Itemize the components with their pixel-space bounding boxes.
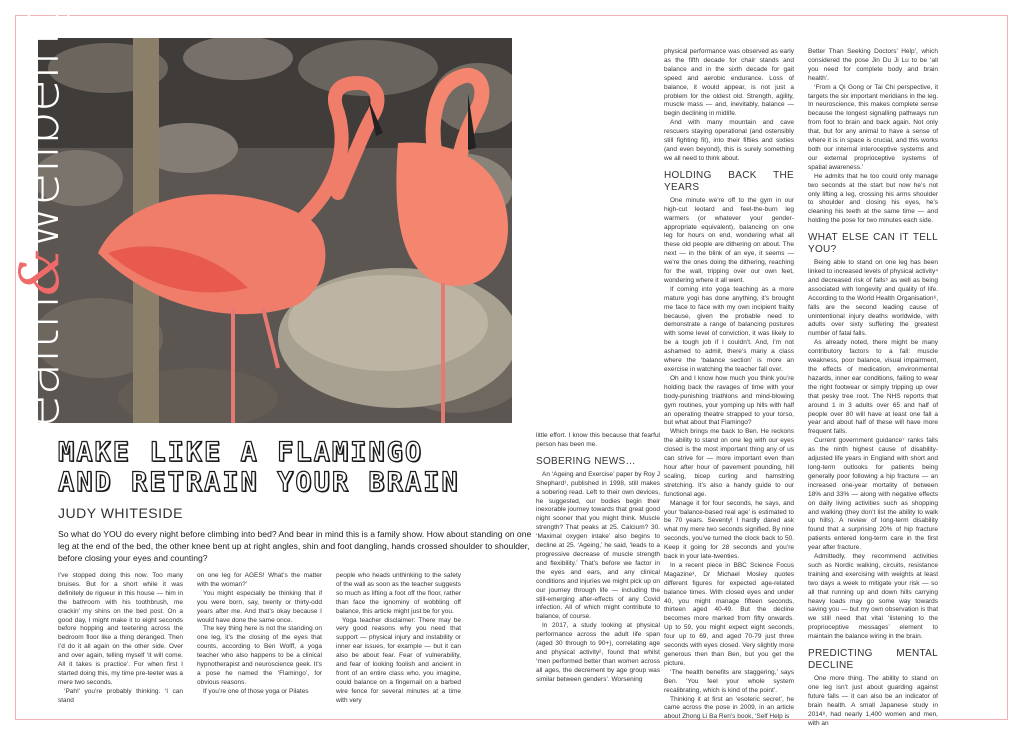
- paragraph: Oh and I know how much you think you’re holding back the ravages of time with your body-punishing triathlons and mind-blowing gym routines, your yomping up hills with half an operating theatre strapped to your torso, but what about that Flamingo?: [664, 374, 794, 427]
- paragraph: You might especially be thinking that if you were born, say, twenty or thirty-odd years after me. And that’s okay because I would have done the same once.: [197, 589, 322, 624]
- text-column-3: [336, 572, 461, 706]
- flamingo-illustration: [38, 38, 512, 423]
- text-column-2: [197, 572, 322, 697]
- paragraph: And with many mountain and cave rescuers staying operational (and ostensibly still fighting fit), into their fifties and sixties (and even beyond), this is surely something we all need to think about.: [664, 119, 794, 162]
- headline: [58, 438, 528, 498]
- section-word-wellbeing: wellbeing: [8, 0, 71, 249]
- section-ampersand: &: [8, 248, 71, 296]
- paragraph: In a recent piece in BBC Science Focus Magazine³, Dr Michael Mosley quotes different figures for expected age-related balance times. With closed eyes and under 40, you might manage fifteen seconds, thirteen aged 40-49. But the decline becomes more marked from fifty onwards. Up to 59, you might expect eight seconds, four up to 69, and aged 70-79 just three seconds with eyes closed. Very slightly more generous then than Ben, but you get the picture.: [664, 561, 794, 667]
- headline-line-2: AND RETRAIN YOUR BRAIN: [58, 467, 460, 498]
- section-word-health: health: [8, 295, 71, 461]
- text-column-5: [664, 48, 794, 722]
- paragraph: Thinking it at first an ‘esoteric secret’, he came across the pose in 2009, in an article about Zhong Li Ba Ren’s book, ‘Self Help is: [664, 695, 794, 721]
- paragraph: people who heads unthinking to the safety of the wall as soon as the teacher suggests so much as lifting a foot off the floor, rather than face the ignominy of wobbling off balance, this article might just be for you.: [336, 572, 461, 615]
- paragraph: He admits that he too could only manage two seconds at the start but now he’s not only lifting a leg, crossing his arms shoulder to shoulder and closing his eyes, he’s cleaning his teeth at the same time — and holding the pose for two minutes each side.: [808, 172, 938, 225]
- section-title: [8, 0, 72, 461]
- paragraph: As already noted, there might be many contributory factors to a fall: muscle weakness, poor balance, visual impairment, the effects of medication, environmental hazards, inner ear conditions, failing to wear the right footwear or simply tripping up over that pesky tree root. The NHS reports that around 1 in 3 adults over 65 and half of people over 80 will have at least one fall a year and about half of these will have more frequent falls.: [808, 339, 938, 436]
- standfirst: So what do YOU do every night before climbing into bed? And bear in mind this is a family show. How about standing on one leg at the end of the bed, the other knee bent up at right angles, shin and foot dangling, hands crossed shoulder to shoulder, before closing your eyes and counting?: [58, 529, 532, 563]
- paragraph: Being able to stand on one leg has been linked to increased levels of physical activity⁴ and decreased risk of falls⁵ as well as being associated with longevity and quality of life. According to the World Health Organisation⁶, falls are the second leading cause of unintentional injury deaths worldwide, with adults over sixty suffering the greatest number of fatal falls.: [808, 259, 938, 338]
- subheading-what-else: WHAT ELSE CAN IT TELL YOU?: [808, 232, 938, 256]
- paragraph: Better Than Seeking Doctors’ Help’, which considered the pose Jin Du Ji Lu to be ‘all you need for complete body and brain health’.: [808, 48, 938, 82]
- paragraph: Admittedly, they recommend activities such as Nordic walking, circuits, resistance training and exercising with weights at least two days a week to mitigate your risk — so all that running up and down hills carrying heavy loads may go some way towards saving you — but my own observation is that we still need that vital ‘listening to the proprioceptive messages’ element to maintain the balance wiring in the brain.: [808, 553, 938, 641]
- text-column-4: [536, 432, 660, 685]
- subheading-sobering-news: SOBERING NEWS…: [536, 455, 636, 467]
- subheading-predicting-mental-decline: PREDICTING MENTAL DECLINE: [808, 648, 938, 672]
- paragraph: little effort. I know this because that fearful person has been me.: [536, 432, 660, 448]
- paragraph: Which brings me back to Ben. He reckons the ability to stand on one leg with our eyes closed is the most important thing any of us can strive for — more important even than hour after hour of pavement pounding, hill scaling, bicep curling and hamstring stretching. It’s also a handy guide to our functional age.: [664, 428, 794, 498]
- paragraph: on one leg for AGES! What’s the matter with the woman?’: [197, 572, 322, 588]
- subheading-holding-back-the-years: HOLDING BACK THE YEARS: [664, 169, 794, 193]
- author-byline: JUDY WHITESIDE: [58, 505, 183, 521]
- paragraph: Manage it for four seconds, he says, and your ‘balance-based real age’ is estimated to be 70 years. Seventy! I hardly dared ask what my mere two seconds signified. By nine seconds, you’ve turned the clock back to 50. Keep it going for 28 seconds and you’re back in your late-twenties.: [664, 499, 794, 561]
- paragraph: An ‘Ageing and Exercise’ paper by Roy J Shephard¹, published in 1998, still makes a sobering read. Left to their own devices, he suggested, our bodies begin their inexorable journey towards that great good night sooner that you might think. Muscle strength? That peaks at 25. Calcium? 30. ‘Maximal oxygen intake’ also begins to decline at 25. ‘Ageing,’ he said, ‘leads to a progressive decrease of muscle strength and flexibility.’ That’s before we factor in the eyes and ears, and any clinical conditions and injuries we might pick up on our journey through life — including the still-emerging after-effects of any Covid infection. All of which might contribute to balance, of course.: [536, 470, 660, 621]
- paragraph: One more thing. The ability to stand on one leg isn’t just about guarding against future falls — it can also be an indicator of brain health. A small Japanese study in 2014⁸, had nearly 1,400 women and men, with an: [808, 675, 938, 727]
- paragraph: physical performance was observed as early as the fifth decade for chair stands and balance and in the sixth decade for gait speed and aerobic endurance. Loss of balance, it would appear, is not just a problem for the oldest old. Strength, agility, muscle mass — and, inevitably, balance — begin declining in midlife.: [664, 48, 794, 118]
- paragraph: ‘Pah!’ you’re probably thinking. ‘I can stand: [58, 687, 183, 704]
- paragraph: I’ve stopped doing this now. Too many bruises. But for a short while it was definitely de rigueur in this house — him in the bathroom with his toothbrush, me crackin’ my shins on the bed post. On a good day, I might make it to eight seconds before hopping and teetering across the bedroom floor like a thing deranged. Then I’d do it all again on the other side. Over and over again, telling myself ‘it will come. All it takes is practice’. For when first I started doing this, my time pre-teeter was a mere two seconds.: [58, 572, 183, 686]
- paragraph: One minute we’re off to the gym in our high-cut leotard and feel-the-burn leg warmers (or whatever your gender-appropriate equivalent), balancing on one leg for hours on end, wondering what all these old people are dithering on about. The next — in the blink of an eye, it seems — we’re the ones doing the dithering, reaching for the wall, tripping over our own feet, wondering where it all went.: [664, 196, 794, 284]
- text-column-1: [58, 572, 183, 706]
- paragraph: In 2017, a study looking at physical performance across the adult life span (aged 30 through to 90+), correlating age and physical activity², found that whilst ‘men performed better than women across all ages, the decrement by age group was similar between genders’. Worsening: [536, 622, 660, 683]
- paragraph: Yoga teacher disclaimer: There may be very good reasons why you need that support — physical injury and instability or inner ear issues, for example — but it can also be about fear. Fear of vulnerability, and fear of looking foolish and ancient in front of an entire class who, you imagine, could balance on a fingernail on a barbed wire fence for several minutes at a time with very: [336, 616, 461, 704]
- paragraph: ‘The health benefits are staggering,’ says Ben. ‘You feel your whole system recalibrating, which is kind of the point’.: [664, 668, 794, 694]
- paragraph: ‘From a Qi Gong or Tai Chi perspective, it targets the six important meridians in the leg. In neuroscience, this makes complete sense because the longest signalling pathways run from foot to brain and back again. Not only that, but for any animal to have a sense of where it is in space is crucial, and this works both our internal interoceptive systems and our external proprioceptive systems of spatial awareness.’: [808, 83, 938, 171]
- text-column-6: [808, 48, 938, 729]
- headline-line-1: MAKE LIKE A FLAMINGO: [58, 437, 424, 468]
- paragraph: Current government guidance⁷ ranks falls as the ninth highest cause of disability-adjusted life years in England with short and long-term outlooks for patients being generally poor following a hip fracture — an increased one-year mortality of between 18% and 33% — along with negative effects on daily living activities such as shopping and walking (they don’t list the ability to walk up hills). A review of long-term disability found that a surprising 20% of hip fracture patients entered long-term care in the first year after fracture.: [808, 437, 938, 552]
- paragraph: If you’re one of those yoga or Pilates: [203, 687, 309, 695]
- paragraph: The key thing here is not the standing on one leg, it’s the closing of the eyes that counts, according to Ben Wolff, a yoga teacher who also happens to be a clinical hypnotherapist and neuroscience geek. It’s a pose he named the ‘Flamingo’, for obvious reasons.: [197, 625, 322, 686]
- flamingo-photo: [38, 38, 512, 423]
- paragraph: If coming into yoga teaching as a more mature yogi has done anything, it’s brought me face to face with my own incipient frailty because, given the probable need to demonstrate a range of balancing postures with some level of conviction, it was likely to be a tough job if I couldn’t. And, I’m not ashamed to admit, there’s many a class where the ‘balance section’ is more an exercise in watching the teacher fall over.: [664, 285, 794, 373]
